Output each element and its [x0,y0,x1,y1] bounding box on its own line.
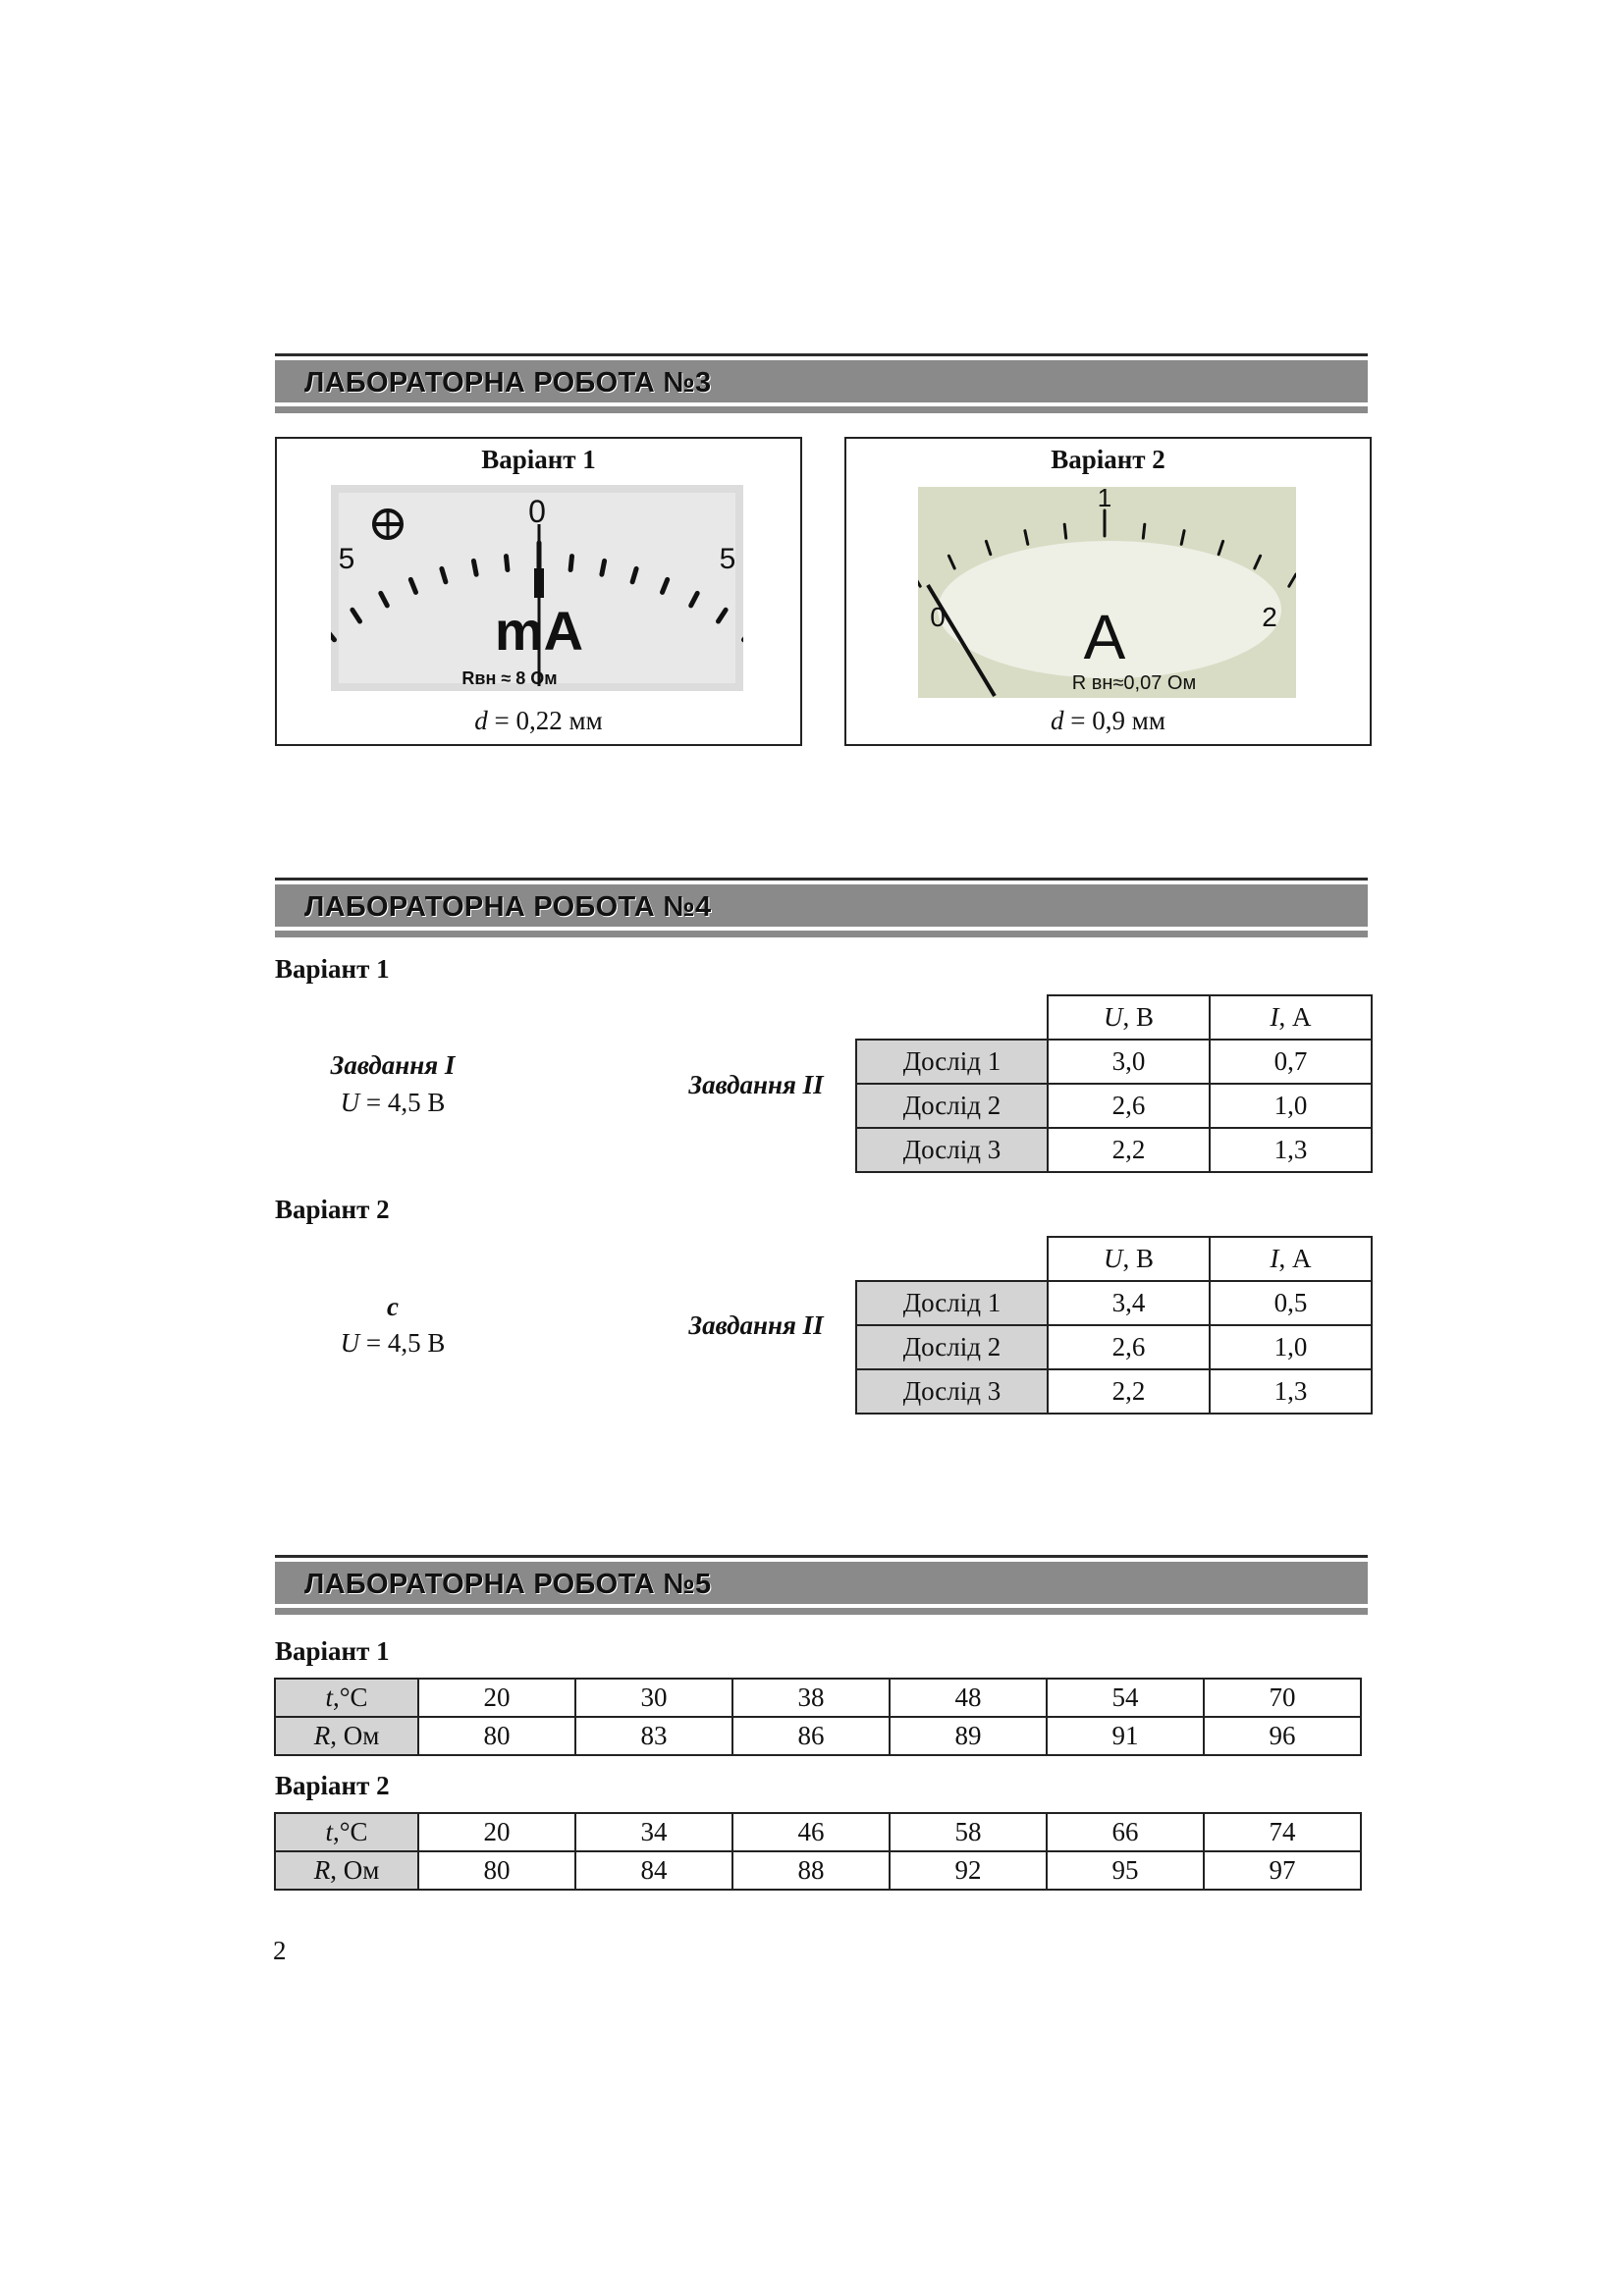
table-row: Дослід 3 2,2 1,3 [856,1369,1372,1414]
lab4-variant1-label: Варіант 1 [275,954,390,984]
page-number: 2 [273,1936,287,1965]
lab5-v2-table [274,1812,1362,1891]
meter-internal-resistance: R вн≈0,07 Ом [1071,672,1197,694]
lab3-variant2-label: Варіант 2 [1051,445,1165,474]
lab3-variant2-diameter: d = 0,9 мм [1051,706,1165,735]
scale-right-mark: 2 [1262,602,1277,632]
lab5-variant2-label: Варіант 2 [275,1771,390,1800]
table-header-row: U, В I, А [856,1237,1372,1281]
milliammeter-scale-image [331,485,743,691]
table-row: Дослід 3 2,2 1,3 [856,1128,1372,1172]
scale-center-mark: 1 [1097,487,1112,512]
lab5-v1-table [274,1678,1362,1756]
table-row: R, Ом 80 84 88 92 95 97 [275,1851,1361,1890]
scale-left-mark: 5 [338,543,355,575]
lab4-title: ЛАБОРАТОРНА РОБОТА №4 [304,891,712,923]
scale-tick [602,561,605,574]
scale-tick [570,557,571,570]
scale-center-mark: 0 [528,494,546,529]
table-row: Дослід 1 3,4 0,5 [856,1281,1372,1325]
lab4-v2-table [855,1236,1373,1415]
table-row: t,°С 20 30 38 48 54 70 [275,1679,1361,1717]
meter-unit: mA [494,600,584,662]
lab3-banner [275,353,1368,417]
lab4-v2-task1-title: с [387,1292,399,1321]
lab5-banner [275,1555,1368,1619]
lab4-v1-task1-title: Завдання I [330,1050,456,1080]
meter-internal-resistance: Rвн ≈ 8 Ом [461,668,558,688]
lab5-variant1-label: Варіант 1 [275,1636,390,1666]
table-row: R, Ом 80 83 86 89 91 96 [275,1717,1361,1755]
table-header-row: U, В I, А [856,995,1372,1040]
meter-unit: A [1083,602,1126,672]
scale-right-mark: 5 [719,543,736,575]
scale-tick [1143,524,1145,538]
ammeter-scale-image [918,487,1296,698]
lab4-variant2-label: Варіант 2 [275,1195,390,1224]
meter-logo-icon [374,510,402,538]
table-row: Дослід 2 2,6 1,0 [856,1084,1372,1128]
table-row: t,°С 20 34 46 58 66 74 [275,1813,1361,1851]
lab4-v1-table [855,994,1373,1173]
lab4-v2-task1-voltage: U = 4,5 В [340,1328,446,1358]
lab3-variant1-label: Варіант 1 [481,445,596,474]
scale-tick [507,557,508,570]
table-row: Дослід 2 2,6 1,0 [856,1325,1372,1369]
scale-tick [473,561,476,574]
lab3-variant2-box [844,437,1372,746]
lab4-v1-task2-title: Завдання II [688,1070,824,1099]
lab3-title: ЛАБОРАТОРНА РОБОТА №3 [304,367,712,399]
lab3-variant1-diameter: d = 0,22 мм [474,706,603,735]
table-row: Дослід 1 3,0 0,7 [856,1040,1372,1084]
lab5-title: ЛАБОРАТОРНА РОБОТА №5 [304,1569,712,1600]
scale-tick [1064,524,1066,538]
lab4-banner [275,878,1368,941]
scale-left-mark: 0 [930,602,946,632]
lab4-v1-task1-voltage: U = 4,5 В [340,1088,446,1117]
lab4-v2-task2-title: Завдання II [688,1310,824,1340]
lab3-variant1-box [275,437,802,746]
